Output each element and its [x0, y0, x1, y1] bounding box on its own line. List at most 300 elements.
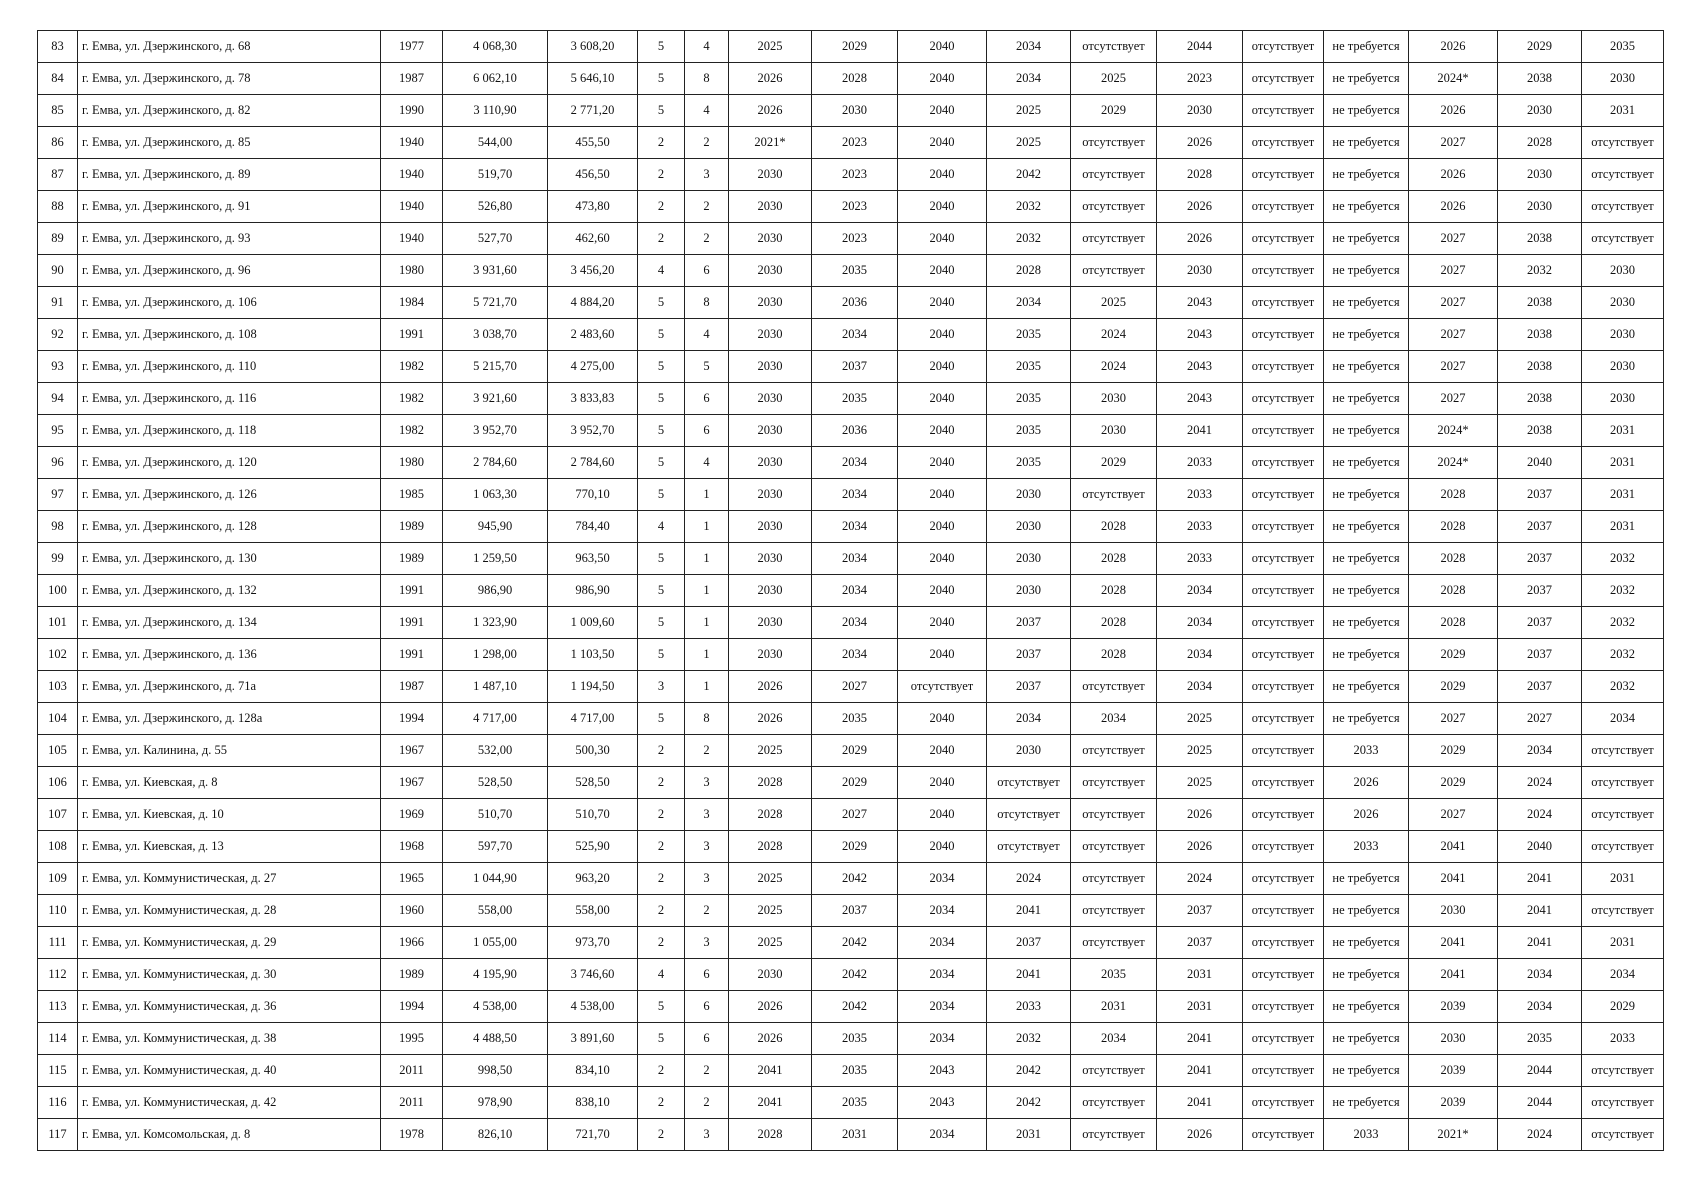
table-cell: 1940 — [381, 191, 443, 223]
table-cell: 2034 — [1498, 959, 1582, 991]
table-cell: 986,90 — [548, 575, 638, 607]
table-cell: 2040 — [898, 447, 987, 479]
table-cell: 2011 — [381, 1087, 443, 1119]
table-cell: 532,00 — [443, 735, 548, 767]
address-cell: г. Емва, ул. Дзержинского, д. 130 — [78, 543, 381, 575]
table-cell: 2025 — [729, 863, 812, 895]
table-cell: 1 194,50 — [548, 671, 638, 703]
address-cell: г. Емва, ул. Коммунистическая, д. 28 — [78, 895, 381, 927]
row-number-cell: 99 — [38, 543, 78, 575]
table-cell: 1 009,60 — [548, 607, 638, 639]
table-cell: 2030 — [1071, 383, 1157, 415]
table-cell: 2029 — [812, 31, 898, 63]
table-cell: 2030 — [1498, 159, 1582, 191]
table-cell: отсутствует — [1582, 1055, 1664, 1087]
table-cell: 2030 — [1409, 1023, 1498, 1055]
table-cell: 2030 — [729, 351, 812, 383]
table-cell: 2032 — [987, 1023, 1071, 1055]
table-cell: 2041 — [729, 1055, 812, 1087]
table-cell: 2029 — [1409, 767, 1498, 799]
table-cell: 973,70 — [548, 927, 638, 959]
table-cell: отсутствует — [1243, 191, 1324, 223]
table-cell: 2034 — [812, 639, 898, 671]
table-cell: 3 — [638, 671, 685, 703]
table-cell: 2042 — [812, 991, 898, 1023]
table-cell: 2 — [638, 927, 685, 959]
table-row — [38, 831, 1664, 863]
table-cell: 1990 — [381, 95, 443, 127]
table-cell: 3 891,60 — [548, 1023, 638, 1055]
table-cell: не требуется — [1324, 511, 1409, 543]
table-cell: 8 — [685, 703, 729, 735]
table-cell: 1 — [685, 671, 729, 703]
table-cell: 2040 — [898, 127, 987, 159]
table-cell: отсутствует — [1071, 767, 1157, 799]
table-cell: 6 — [685, 959, 729, 991]
table-cell: 2030 — [1582, 287, 1664, 319]
table-cell: 558,00 — [548, 895, 638, 927]
table-cell: 558,00 — [443, 895, 548, 927]
table-cell: 2030 — [729, 511, 812, 543]
table-cell: 2037 — [987, 671, 1071, 703]
table-cell: 4 717,00 — [548, 703, 638, 735]
table-cell: 2030 — [812, 95, 898, 127]
table-cell: отсутствует — [1243, 735, 1324, 767]
table-cell: отсутствует — [1243, 383, 1324, 415]
address-cell: г. Емва, ул. Коммунистическая, д. 29 — [78, 927, 381, 959]
table-cell: 2033 — [1157, 479, 1243, 511]
table-cell: отсутствует — [1243, 447, 1324, 479]
table-cell: 2029 — [1409, 639, 1498, 671]
table-cell: 3 — [685, 831, 729, 863]
table-cell: 2041 — [1498, 863, 1582, 895]
table-cell: 2043 — [1157, 287, 1243, 319]
table-cell: отсутствует — [1071, 223, 1157, 255]
table-cell: отсутствует — [1243, 479, 1324, 511]
table-cell: 2028 — [729, 799, 812, 831]
table-cell: не требуется — [1324, 351, 1409, 383]
table-cell: 1995 — [381, 1023, 443, 1055]
table-cell: 2042 — [812, 927, 898, 959]
table-cell: отсутствует — [1582, 831, 1664, 863]
table-cell: 2025 — [1157, 735, 1243, 767]
table-cell: 1 055,00 — [443, 927, 548, 959]
table-cell: 3 — [685, 863, 729, 895]
table-cell: 4 488,50 — [443, 1023, 548, 1055]
table-cell: 2032 — [1582, 543, 1664, 575]
table-cell: 1960 — [381, 895, 443, 927]
table-cell: 2037 — [987, 607, 1071, 639]
table-row — [38, 575, 1664, 607]
table-cell: отсутствует — [1582, 223, 1664, 255]
row-number-cell: 111 — [38, 927, 78, 959]
table-cell: 500,30 — [548, 735, 638, 767]
table-row — [38, 415, 1664, 447]
table-cell: 2 — [685, 1087, 729, 1119]
row-number-cell: 117 — [38, 1119, 78, 1151]
table-cell: 1989 — [381, 959, 443, 991]
table-row — [38, 223, 1664, 255]
table-cell: 2036 — [812, 415, 898, 447]
table-cell: 3 608,20 — [548, 31, 638, 63]
table-cell: 2040 — [898, 223, 987, 255]
table-cell: не требуется — [1324, 447, 1409, 479]
table-cell: 2024* — [1409, 447, 1498, 479]
table-cell: 2029 — [812, 735, 898, 767]
table-cell: 2030 — [1157, 255, 1243, 287]
table-cell: 2042 — [987, 1055, 1071, 1087]
table-cell: 2040 — [898, 191, 987, 223]
table-cell: 2034 — [987, 287, 1071, 319]
table-cell: 2024 — [987, 863, 1071, 895]
table-row — [38, 639, 1664, 671]
table-cell: отсутствует — [1582, 127, 1664, 159]
table-cell: 2040 — [898, 767, 987, 799]
table-cell: отсутствует — [1582, 895, 1664, 927]
table-row — [38, 319, 1664, 351]
table-cell: 2040 — [898, 479, 987, 511]
table-cell: 462,60 — [548, 223, 638, 255]
table-cell: 2037 — [1498, 575, 1582, 607]
table-row — [38, 959, 1664, 991]
table-cell: 5 — [638, 319, 685, 351]
table-cell: 1940 — [381, 159, 443, 191]
table-cell: 2035 — [987, 383, 1071, 415]
table-cell: 2028 — [1071, 639, 1157, 671]
table-cell: 2034 — [898, 991, 987, 1023]
row-number-cell: 105 — [38, 735, 78, 767]
table-cell: 544,00 — [443, 127, 548, 159]
table-cell: отсутствует — [1071, 1119, 1157, 1151]
table-cell: не требуется — [1324, 31, 1409, 63]
table-cell: не требуется — [1324, 479, 1409, 511]
table-cell: 5 646,10 — [548, 63, 638, 95]
table-cell: 2038 — [1498, 63, 1582, 95]
table-cell: 2034 — [812, 319, 898, 351]
table-cell: 2024* — [1409, 415, 1498, 447]
table-cell: 6 062,10 — [443, 63, 548, 95]
table-cell: отсутствует — [1243, 831, 1324, 863]
address-cell: г. Емва, ул. Дзержинского, д. 128а — [78, 703, 381, 735]
table-cell: 2033 — [1157, 447, 1243, 479]
table-cell: 527,70 — [443, 223, 548, 255]
table-cell: 1987 — [381, 63, 443, 95]
table-cell: 2035 — [1498, 1023, 1582, 1055]
table-cell: 2025 — [1071, 287, 1157, 319]
table-cell: 2031 — [1582, 511, 1664, 543]
row-number-cell: 108 — [38, 831, 78, 863]
table-cell: 2032 — [1582, 639, 1664, 671]
table-cell: отсутствует — [1071, 1087, 1157, 1119]
table-cell: 2029 — [812, 767, 898, 799]
table-cell: отсутствует — [1243, 287, 1324, 319]
table-cell: 2041 — [987, 959, 1071, 991]
table-cell: 2030 — [1409, 895, 1498, 927]
table-cell: 963,50 — [548, 543, 638, 575]
table-cell: 1 — [685, 575, 729, 607]
table-cell: 2028 — [729, 767, 812, 799]
row-number-cell: 97 — [38, 479, 78, 511]
table-cell: 2025 — [729, 927, 812, 959]
table-cell: 2035 — [987, 319, 1071, 351]
table-cell: 2 — [685, 127, 729, 159]
table-cell: отсутствует — [1243, 1023, 1324, 1055]
table-cell: 2027 — [1409, 383, 1498, 415]
table-cell: 2034 — [812, 511, 898, 543]
table-cell: 2027 — [1409, 351, 1498, 383]
table-cell: 5 — [638, 287, 685, 319]
table-cell: 2026 — [1157, 799, 1243, 831]
address-cell: г. Емва, ул. Киевская, д. 13 — [78, 831, 381, 863]
table-row — [38, 1055, 1664, 1087]
table-cell: отсутствует — [1243, 511, 1324, 543]
table-cell: 6 — [685, 991, 729, 1023]
table-cell: 5 — [638, 447, 685, 479]
table-cell: 2029 — [1409, 735, 1498, 767]
table-cell: 5 — [638, 31, 685, 63]
table-cell: 2030 — [729, 543, 812, 575]
row-number-cell: 93 — [38, 351, 78, 383]
table-cell: отсутствует — [1582, 1087, 1664, 1119]
table-cell: 2035 — [812, 1055, 898, 1087]
table-cell: 1 487,10 — [443, 671, 548, 703]
row-number-cell: 109 — [38, 863, 78, 895]
table-cell: 2023 — [1157, 63, 1243, 95]
table-cell: 3 — [685, 159, 729, 191]
table-cell: 1 — [685, 639, 729, 671]
table-cell: 1985 — [381, 479, 443, 511]
table-cell: 2041 — [1157, 415, 1243, 447]
address-cell: г. Емва, ул. Коммунистическая, д. 27 — [78, 863, 381, 895]
table-cell: 2028 — [1409, 575, 1498, 607]
table-cell: 3 038,70 — [443, 319, 548, 351]
row-number-cell: 104 — [38, 703, 78, 735]
table-cell: 784,40 — [548, 511, 638, 543]
row-number-cell: 92 — [38, 319, 78, 351]
table-cell: 2042 — [812, 863, 898, 895]
table-cell: 2026 — [1409, 191, 1498, 223]
table-cell: 2 — [638, 1087, 685, 1119]
table-cell: 2031 — [812, 1119, 898, 1151]
table-cell: 1968 — [381, 831, 443, 863]
table-cell: 2038 — [1498, 383, 1582, 415]
address-cell: г. Емва, ул. Дзержинского, д. 106 — [78, 287, 381, 319]
table-cell: 986,90 — [443, 575, 548, 607]
table-cell: 2 — [685, 1055, 729, 1087]
table-cell: отсутствует — [1243, 543, 1324, 575]
table-cell: 2 — [638, 895, 685, 927]
table-cell: 2040 — [898, 31, 987, 63]
table-cell: 2034 — [1157, 639, 1243, 671]
table-cell: 5 — [638, 415, 685, 447]
table-row — [38, 479, 1664, 511]
table-cell: 2023 — [812, 223, 898, 255]
table-cell: 5 — [638, 479, 685, 511]
table-body — [38, 31, 1664, 1151]
table-cell: 4 — [638, 511, 685, 543]
table-cell: 2034 — [812, 479, 898, 511]
table-cell: 2043 — [898, 1087, 987, 1119]
table-cell: 2037 — [987, 639, 1071, 671]
table-cell: 2030 — [729, 319, 812, 351]
table-cell: отсутствует — [1071, 671, 1157, 703]
address-cell: г. Емва, ул. Коммунистическая, д. 38 — [78, 1023, 381, 1055]
table-cell: отсутствует — [1243, 31, 1324, 63]
table-cell: 2044 — [1157, 31, 1243, 63]
table-cell: 2025 — [1157, 703, 1243, 735]
table-cell: отсутствует — [1243, 703, 1324, 735]
table-cell: отсутствует — [1243, 1055, 1324, 1087]
table-cell: 2029 — [1409, 671, 1498, 703]
table-cell: 2030 — [729, 287, 812, 319]
table-cell: 1982 — [381, 415, 443, 447]
table-cell: 2037 — [1498, 671, 1582, 703]
row-number-cell: 91 — [38, 287, 78, 319]
table-cell: 2038 — [1498, 223, 1582, 255]
table-cell: не требуется — [1324, 159, 1409, 191]
table-cell: отсутствует — [1582, 191, 1664, 223]
table-cell: 2043 — [1157, 319, 1243, 351]
table-cell: 2043 — [1157, 383, 1243, 415]
table-cell: 3 746,60 — [548, 959, 638, 991]
table-cell: 6 — [685, 255, 729, 287]
table-cell: 2028 — [1071, 575, 1157, 607]
table-cell: 2040 — [1498, 831, 1582, 863]
table-cell: 2011 — [381, 1055, 443, 1087]
table-cell: 2029 — [1582, 991, 1664, 1023]
table-cell: 8 — [685, 63, 729, 95]
table-cell: 1991 — [381, 607, 443, 639]
table-cell: 2030 — [987, 543, 1071, 575]
table-cell: 2037 — [1157, 895, 1243, 927]
table-row — [38, 735, 1664, 767]
address-cell: г. Емва, ул. Коммунистическая, д. 40 — [78, 1055, 381, 1087]
table-cell: 2034 — [812, 575, 898, 607]
document-page — [37, 30, 1663, 1151]
table-cell: 8 — [685, 287, 729, 319]
table-cell: отсутствует — [1582, 735, 1664, 767]
table-cell: отсутствует — [1071, 127, 1157, 159]
table-cell: 826,10 — [443, 1119, 548, 1151]
table-cell: 2040 — [898, 703, 987, 735]
table-cell: отсутствует — [1071, 735, 1157, 767]
table-cell: 2027 — [1409, 319, 1498, 351]
table-cell: 2 — [638, 159, 685, 191]
table-cell: 2039 — [1409, 1087, 1498, 1119]
row-number-cell: 100 — [38, 575, 78, 607]
table-cell: 2 483,60 — [548, 319, 638, 351]
table-cell: 2040 — [898, 575, 987, 607]
table-cell: 3 456,20 — [548, 255, 638, 287]
table-cell: 6 — [685, 1023, 729, 1055]
housing-repair-schedule-table — [37, 30, 1664, 1151]
table-cell: 2034 — [812, 607, 898, 639]
table-cell: 4 538,00 — [443, 991, 548, 1023]
table-cell: 2034 — [1157, 671, 1243, 703]
table-row — [38, 351, 1664, 383]
table-cell: 2040 — [898, 351, 987, 383]
table-cell: 525,90 — [548, 831, 638, 863]
address-cell: г. Емва, ул. Дзержинского, д. 78 — [78, 63, 381, 95]
table-cell: 2030 — [729, 159, 812, 191]
table-cell: 1 298,00 — [443, 639, 548, 671]
table-cell: 2029 — [1071, 95, 1157, 127]
table-cell: 2040 — [898, 415, 987, 447]
table-cell: 2026 — [1157, 191, 1243, 223]
table-cell: 1991 — [381, 575, 443, 607]
table-cell: 2030 — [729, 575, 812, 607]
table-cell: 1 044,90 — [443, 863, 548, 895]
table-cell: 721,70 — [548, 1119, 638, 1151]
table-cell: 2026 — [1409, 95, 1498, 127]
table-cell: 2034 — [1582, 703, 1664, 735]
table-cell: отсутствует — [1582, 767, 1664, 799]
table-cell: 2035 — [812, 703, 898, 735]
table-cell: 2026 — [729, 671, 812, 703]
row-number-cell: 89 — [38, 223, 78, 255]
table-row — [38, 799, 1664, 831]
table-cell: 2028 — [1409, 543, 1498, 575]
table-cell: 2030 — [987, 575, 1071, 607]
table-cell: не требуется — [1324, 575, 1409, 607]
table-cell: не требуется — [1324, 959, 1409, 991]
row-number-cell: 90 — [38, 255, 78, 287]
table-row — [38, 1119, 1664, 1151]
table-cell: не требуется — [1324, 863, 1409, 895]
table-cell: не требуется — [1324, 287, 1409, 319]
table-cell: 2030 — [729, 959, 812, 991]
table-cell: 2024 — [1157, 863, 1243, 895]
row-number-cell: 83 — [38, 31, 78, 63]
table-cell: 2023 — [812, 159, 898, 191]
table-row — [38, 703, 1664, 735]
address-cell: г. Емва, ул. Киевская, д. 8 — [78, 767, 381, 799]
table-cell: 4 — [638, 959, 685, 991]
table-cell: 2034 — [898, 959, 987, 991]
table-cell: 2024 — [1071, 351, 1157, 383]
address-cell: г. Емва, ул. Дзержинского, д. 136 — [78, 639, 381, 671]
table-cell: не требуется — [1324, 639, 1409, 671]
table-cell: 2028 — [812, 63, 898, 95]
table-cell: 473,80 — [548, 191, 638, 223]
table-cell: 1 103,50 — [548, 639, 638, 671]
table-cell: не требуется — [1324, 895, 1409, 927]
table-cell: 2040 — [898, 319, 987, 351]
table-cell: 2 — [685, 735, 729, 767]
table-cell: 2043 — [1157, 351, 1243, 383]
table-cell: 2034 — [987, 703, 1071, 735]
table-cell: 2026 — [1409, 159, 1498, 191]
table-cell: 2040 — [898, 255, 987, 287]
table-cell: 4 275,00 — [548, 351, 638, 383]
table-cell: 2037 — [1498, 511, 1582, 543]
table-cell: 4 — [685, 447, 729, 479]
table-cell: 1965 — [381, 863, 443, 895]
table-row — [38, 255, 1664, 287]
table-cell: отсутствует — [1243, 415, 1324, 447]
table-cell: 2030 — [729, 639, 812, 671]
table-cell: 5 — [638, 639, 685, 671]
table-cell: 2025 — [729, 735, 812, 767]
table-cell: отсутствует — [1243, 671, 1324, 703]
table-cell: 3 110,90 — [443, 95, 548, 127]
table-cell: 5 — [638, 543, 685, 575]
table-cell: 2030 — [729, 223, 812, 255]
table-cell: 2031 — [1582, 863, 1664, 895]
row-number-cell: 84 — [38, 63, 78, 95]
table-cell: 2035 — [987, 415, 1071, 447]
table-cell: не требуется — [1324, 415, 1409, 447]
